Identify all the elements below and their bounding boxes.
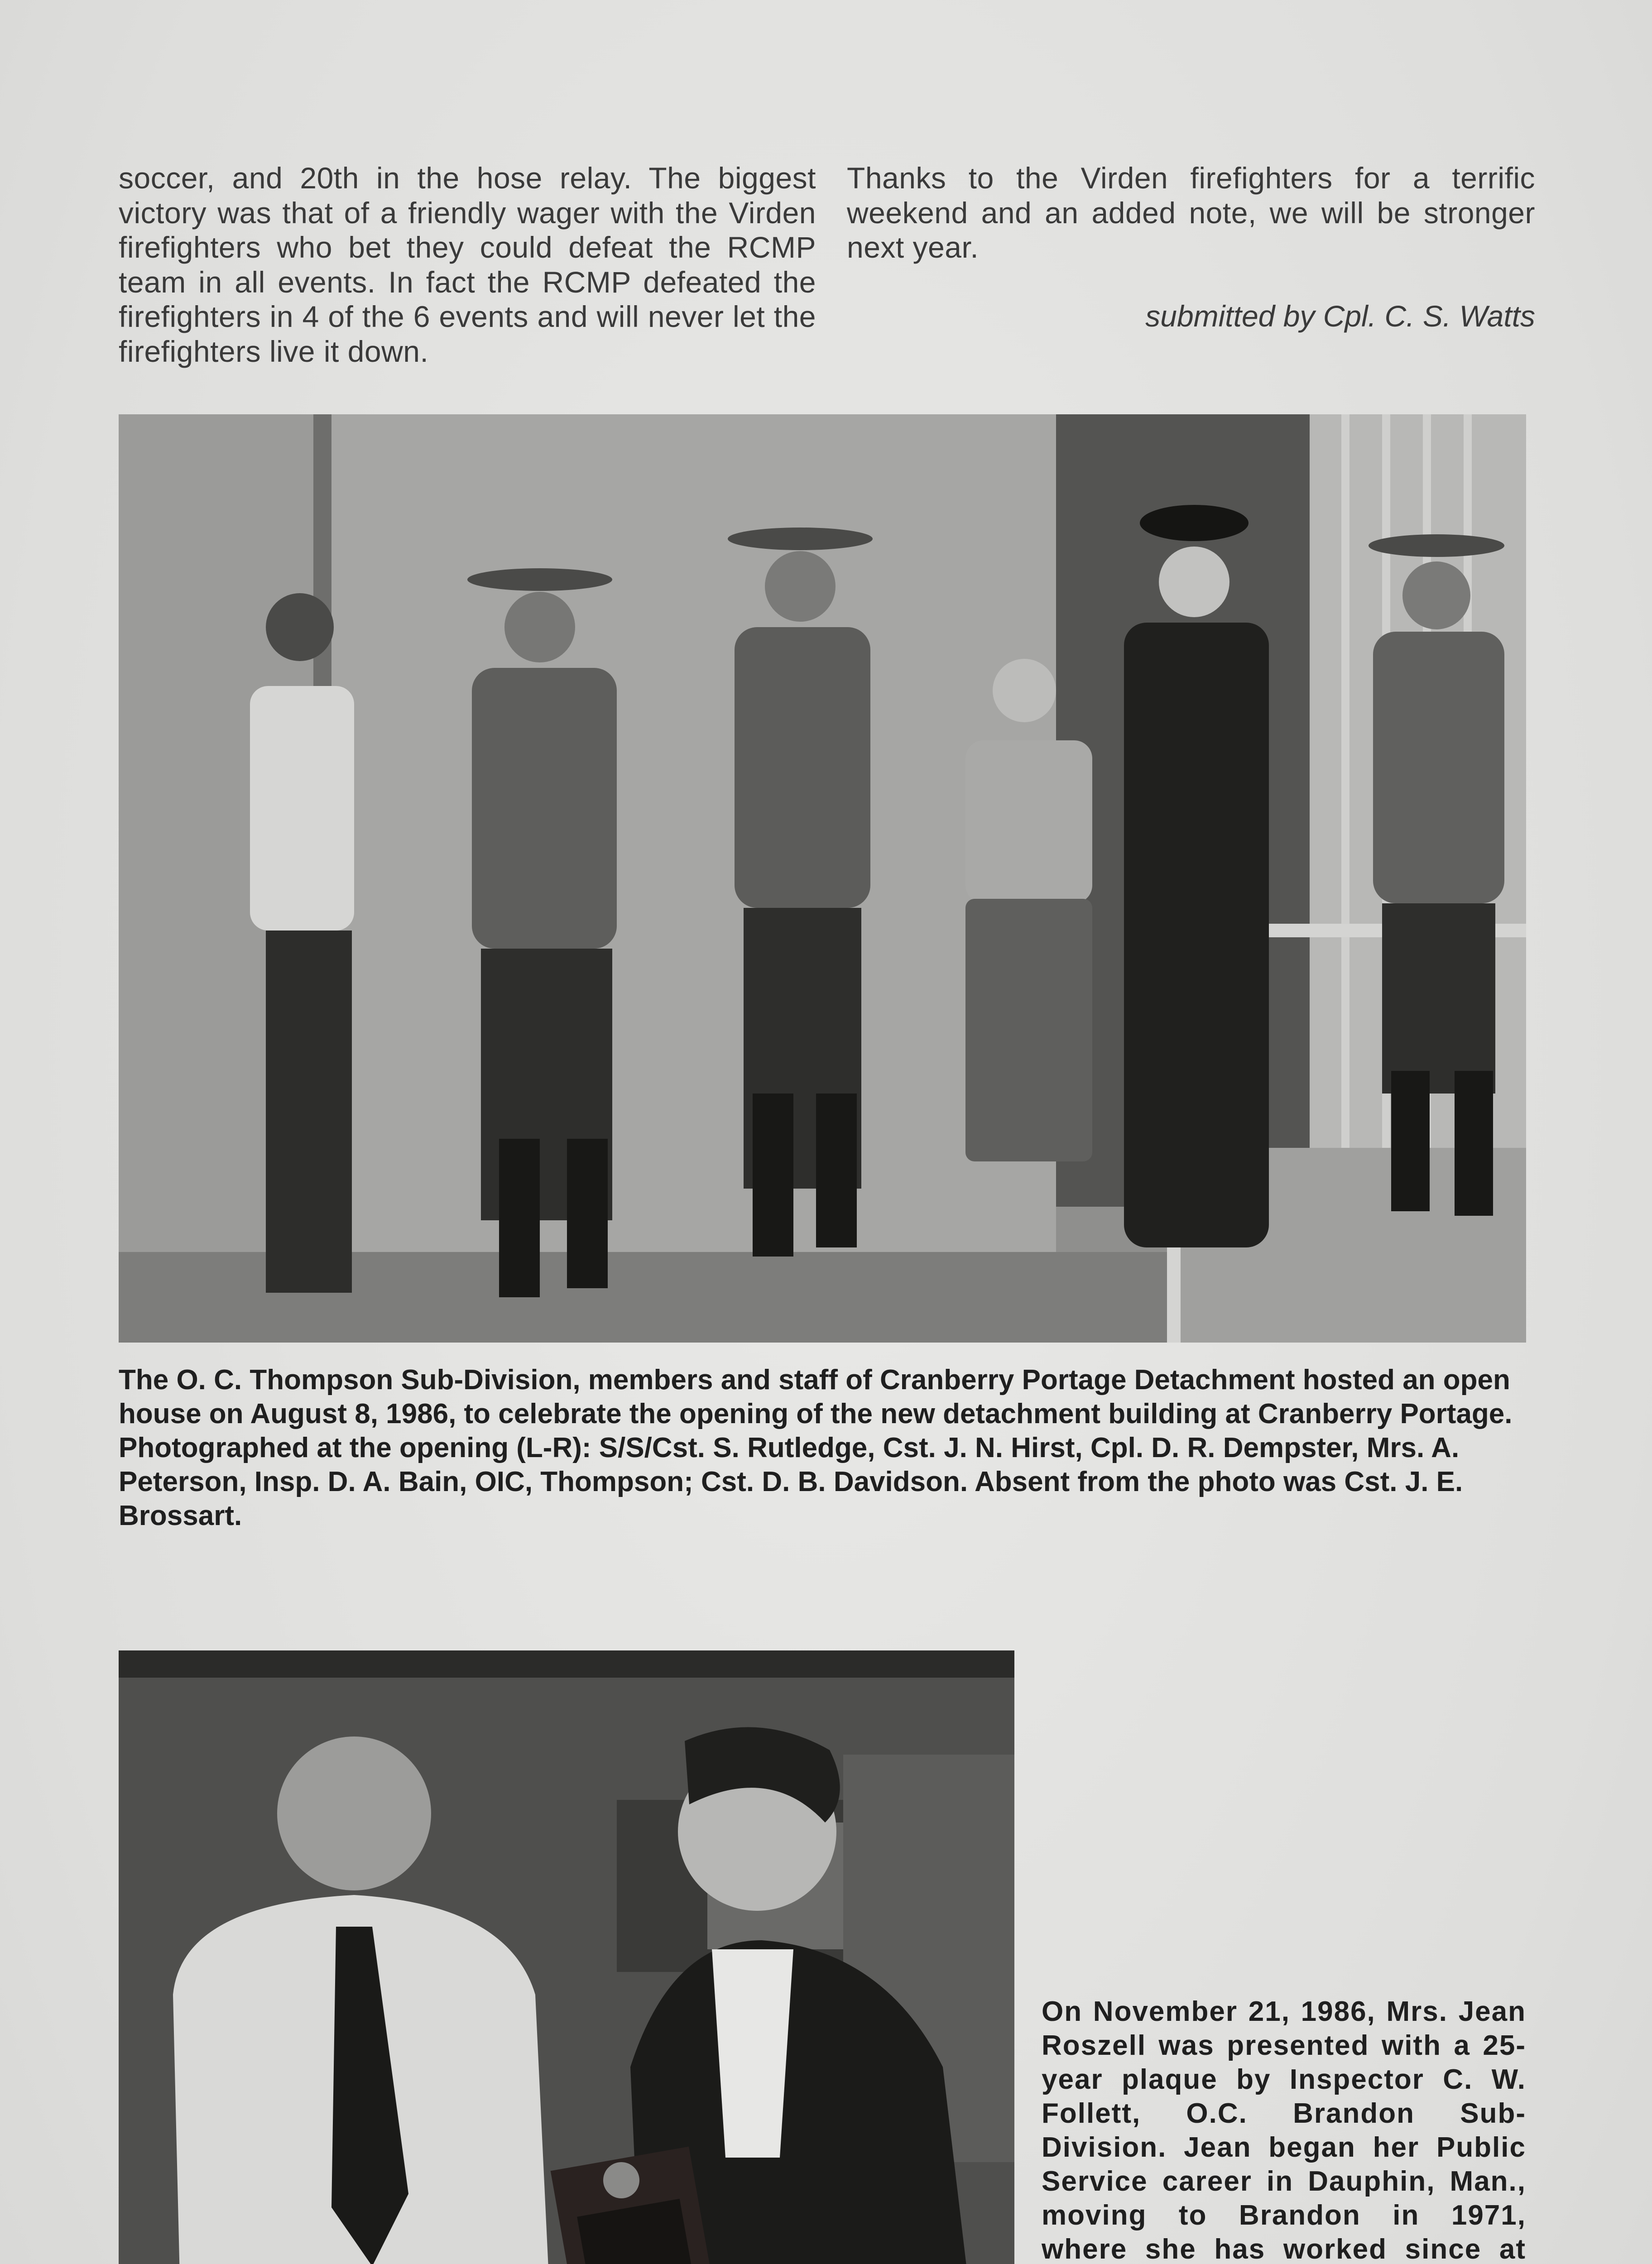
plaque-photo-caption: On November 21, 1986, Mrs. Jean Roszell was presented with a 25-year plaque by Inspector C. W. Follett, O.C. Brandon Sub-Division. Jean began her Public Service career in Dauphin, Man., moving to Brandon in 1971, where she has worked since at: [1042, 1996, 1526, 2264]
plaque-presentation-photo: [119, 1650, 1014, 2264]
group-photo-caption: The O. C. Thompson Sub-Division, members and staff of Cranberry Portage Detachment hosted an open house on August 8, 1986, to celebrate the opening of the new detachment building at Cranberry Portage. Photographed at the opening (L-R): S/S/Cst. S. Rutledge, Cst. J. N. Hirst, Cpl. D. R. Dempster, Mrs. A. Peterson, Insp. D. A. Bain, OIC, Thompson; Cst. D. B. Davidson. Absent from the photo was Cst. J. E. Brossart.: [119, 1364, 1513, 1531]
article-left-column: soccer, and 20th in the hose relay. The biggest victory was that of a friendly wager with the Virden firefighters who bet they could defeat the RCMP team in all events. In fact the RCMP defeated the firefighters in 4 of the 6 events and will never let the firefighters live it down.: [119, 161, 816, 368]
article-signature: submitted by Cpl. C. S. Watts: [1145, 299, 1535, 333]
article-right-column: Thanks to the Virden firefighters for a terrific weekend and an added note, we will be stronger next year.: [847, 161, 1535, 264]
group-photo: [119, 414, 1526, 1343]
